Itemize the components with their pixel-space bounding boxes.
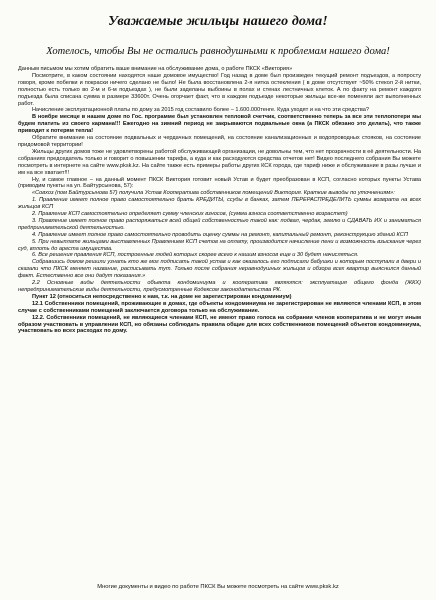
letter-paragraph: Пункт 12 (относиться непосредственно к нам, т.к. на доме не зарегистрирован кондоминиум) (32, 293, 292, 300)
letter-paragraph: 6. Все решения правления КСП, построенные людей которых скорее всего к нашим взносов еще и 30 будет начисляться. (32, 252, 359, 259)
letter-paragraph: Начисление эксплуатационной платы по дому за 2015 год составило более – 1.600.000тенге. Куда уходят и на что эти средства? (32, 107, 369, 114)
letter-paragraph: 3. Правление имеет полное право распоряжаться всей общей собственностью такой как: подвал, чердак, землю и СДАВАТЬ ИХ и заниматься предпринимательской деятельностью. (18, 217, 421, 231)
letter-paragraph: Обратите внимание на состояние подвальных и чердачных помещений, на состояние канализационных и водопроводных стояков, на состояние придомовой территории! (18, 135, 421, 148)
letter-body (18, 66, 421, 335)
footer-note: Многие документы и видео по работе ПКСК Вы можете посмотреть на сайте www.pksk.kz (97, 584, 339, 590)
letter-paragraph: 12.2. Собственники помещений, не являющиеся членами КСП, не имеют право голоса на собрании членов кооператива и не могут иным образом участвовать в управлении КСП, но обязаны соблюдать правила общие для всех собственников помещений объектов кондоминиума, участвовать во всех расходах по дому. (18, 314, 421, 335)
letter-paragraph: 1. Правление имеет полное право самостоятельно брать КРЕДИТЫ, ссуды в банках, затем ПЕРЕРАСПРЕДЕЛИТЬ суммы возврата на всех жильцов КСП (18, 197, 421, 211)
letter-paragraph: 12.1 Собственники помещений, проживающие в домах, где объекты кондоминиума не зарегистрирован не являются членами КСП, в этом случае с собственниками помещений заключается договора только на обслуживание. (18, 300, 421, 314)
letter-paragraph: В ноябре месяце в нашем доме по Гос. программе был установлен тепловой счетчик, соответственно теперь за все эти теплопотери мы будем платить из своего кармана!!! Ежегодно на зимний период не закрываются подвальные окна (а ПКСК обязано это делать), что также приводит к потерям тепла! (18, 114, 421, 135)
page-title: Уважаемые жильцы нашего дома! (108, 14, 328, 29)
page-subtitle: Хотелось, чтобы Вы не остались равнодушными к проблемам нашего дома! (46, 46, 390, 57)
letter-paragraph: Ну, и самое главное – на данный момент ПКСК Виктория готовит новый Устав и будет преобразован в КСП, согласно которых пункты Устава (приводим пункты на ул. Байтурсынова, 57): (18, 176, 421, 190)
letter-paragraph: Посмотрите, в каком состоянии находятся наше домовое имущество! Год назад в доме был произведен текущий ремонт подъездов, а попросту говоря, кроме побелки и покраски ничего сделано не было! Не была восстановлена 2-я нитка остекления ( в доме отсутствует ~50% стекол 2-й нитки, полностью есть только во 2-м и 6-м подъездах ), не были заделаны выбоины в полах и стенах лестничных клеток. А по факту на ремонт каждого подъезда была списана сумма в размере 33600т. Очень огорчает факт, что в каждом подъезде некоторые жильцы все-же поменяли акт выполненных работ. (18, 72, 421, 107)
letter-paragraph: 5. При невыплате жильцами выставленных Правлением КСП счетов на оплату, производится начисление пени и возможность взыскания через суд, вплоть до ареста имущества. (18, 238, 421, 252)
letter-paragraph: «Совхоз (пом Байтурсынова 57) получила Устав Кооператива собственников помещений Виктория. Краткие выводы по уточнениям»: (32, 190, 395, 197)
letter-paragraph: 2.2 Основные виды деятельности объекта кондоминиума и кооператива являются: эксплуатация общего фонда (ЖКХ) непредпринимательские виды деятельности, предусмотренные Кодексом законодательства РК. (18, 280, 421, 293)
letter-paragraph: 4. Правление имеет полное право самостоятельно проводить оценку суммы на ремонт, капитальный ремонт, реконструкцию зданий КСП (32, 231, 408, 238)
letter-paragraph: Жильцы других домов тоже не удовлетворены работой обслуживающей организации, не довольны тем, что нет прозрачности в её деятельности. На собраниях председатель только и говорит о повышении тарифа, а куда и как расходуются средства отчетов нет! Видео последнего собрания Вы можете посмотреть в интернете на сайте www.pksk.kz. На сайте также есть примеры работы других КСК города, где тариф ниже и обслуживание в разы лучше и им на все хватает!!! (18, 148, 421, 176)
letter-paragraph: 2. Правление КСП самостоятельно определяет сумму членских взносов, (сумма взноса соответственно возрастет) (32, 211, 348, 218)
letter-paragraph: Собравшись домом решили узнать кто же мог подписать такой устав и как оказалось его подписали бабушки и которым поступали в двери и сказали что ПКСК меняет название, расписывать тут. Только после собрания неравнодушных жильцов и обзора всех квартир выяснился данный факт. Естественно все они дадут показания.» (18, 259, 421, 280)
letter-paragraph: Данным письмом мы хотим обратить ваше внимание на обслуживание дома, о работе ПКСК «Виктория» (18, 66, 293, 72)
